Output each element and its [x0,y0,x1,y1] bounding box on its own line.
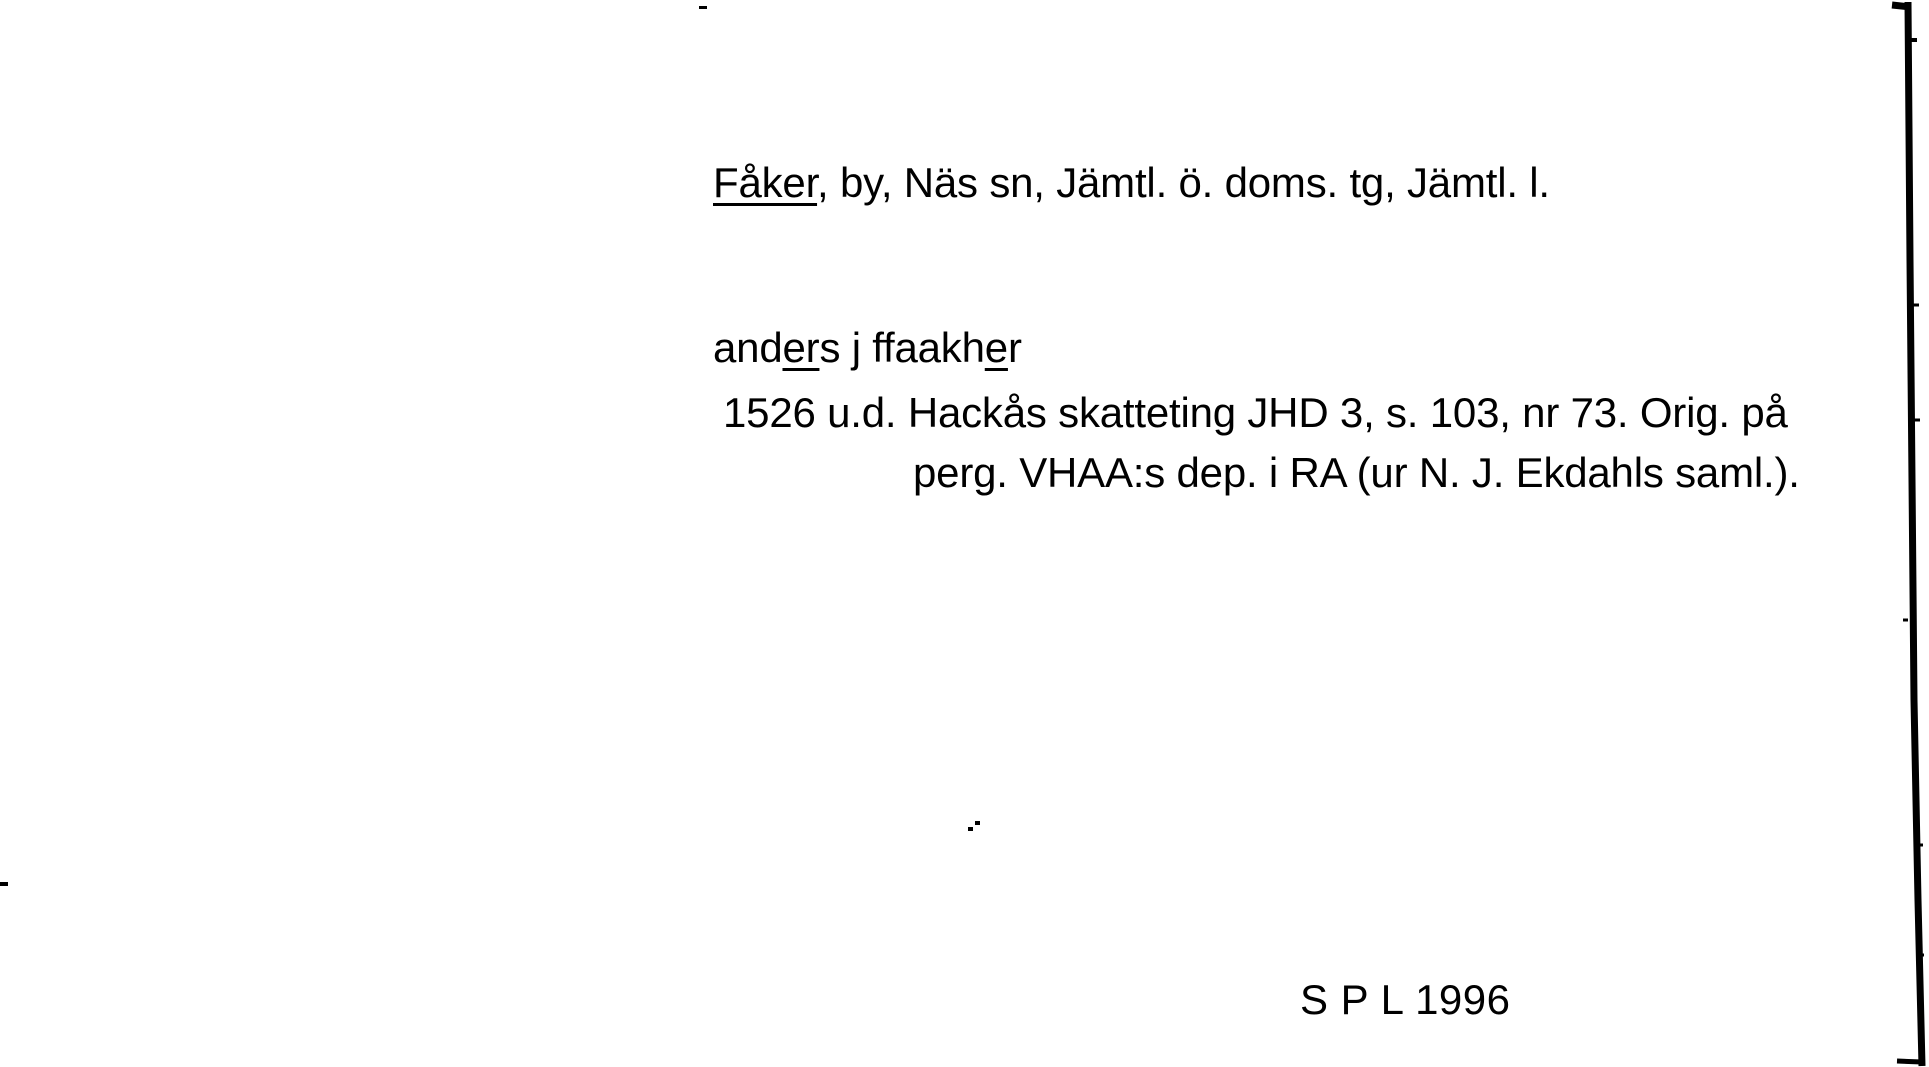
source-reference-line1: 1526 u.d. Hackås skatteting JHD 3, s. 103, nr 73. Orig. på [723,389,1788,436]
spl-year-stamp: S P L 1996 [1300,976,1511,1023]
attestation-seg1: and [713,324,783,371]
attestation-line [713,324,1022,371]
source-reference-line2: perg. VHAA:s dep. i RA (ur N. J. Ekdahls saml.). [913,449,1800,496]
attestation-underlined-e: e [984,324,1008,371]
attestation-seg5: r [1007,324,1022,371]
heading-tail: , by, Näs sn, Jämtl. ö. doms. tg, Jämtl. l. [817,159,1550,206]
scan-speck-left [0,882,8,886]
scan-speck-middle-b [968,827,973,831]
headword: Fåker [713,159,818,206]
attestation-underlined-er: er [782,324,820,371]
scan-speck-top [699,6,707,9]
heading-line [713,159,1550,206]
scan-speck-middle-a [975,821,980,825]
attestation-seg3: s j ffaakh [819,324,985,371]
